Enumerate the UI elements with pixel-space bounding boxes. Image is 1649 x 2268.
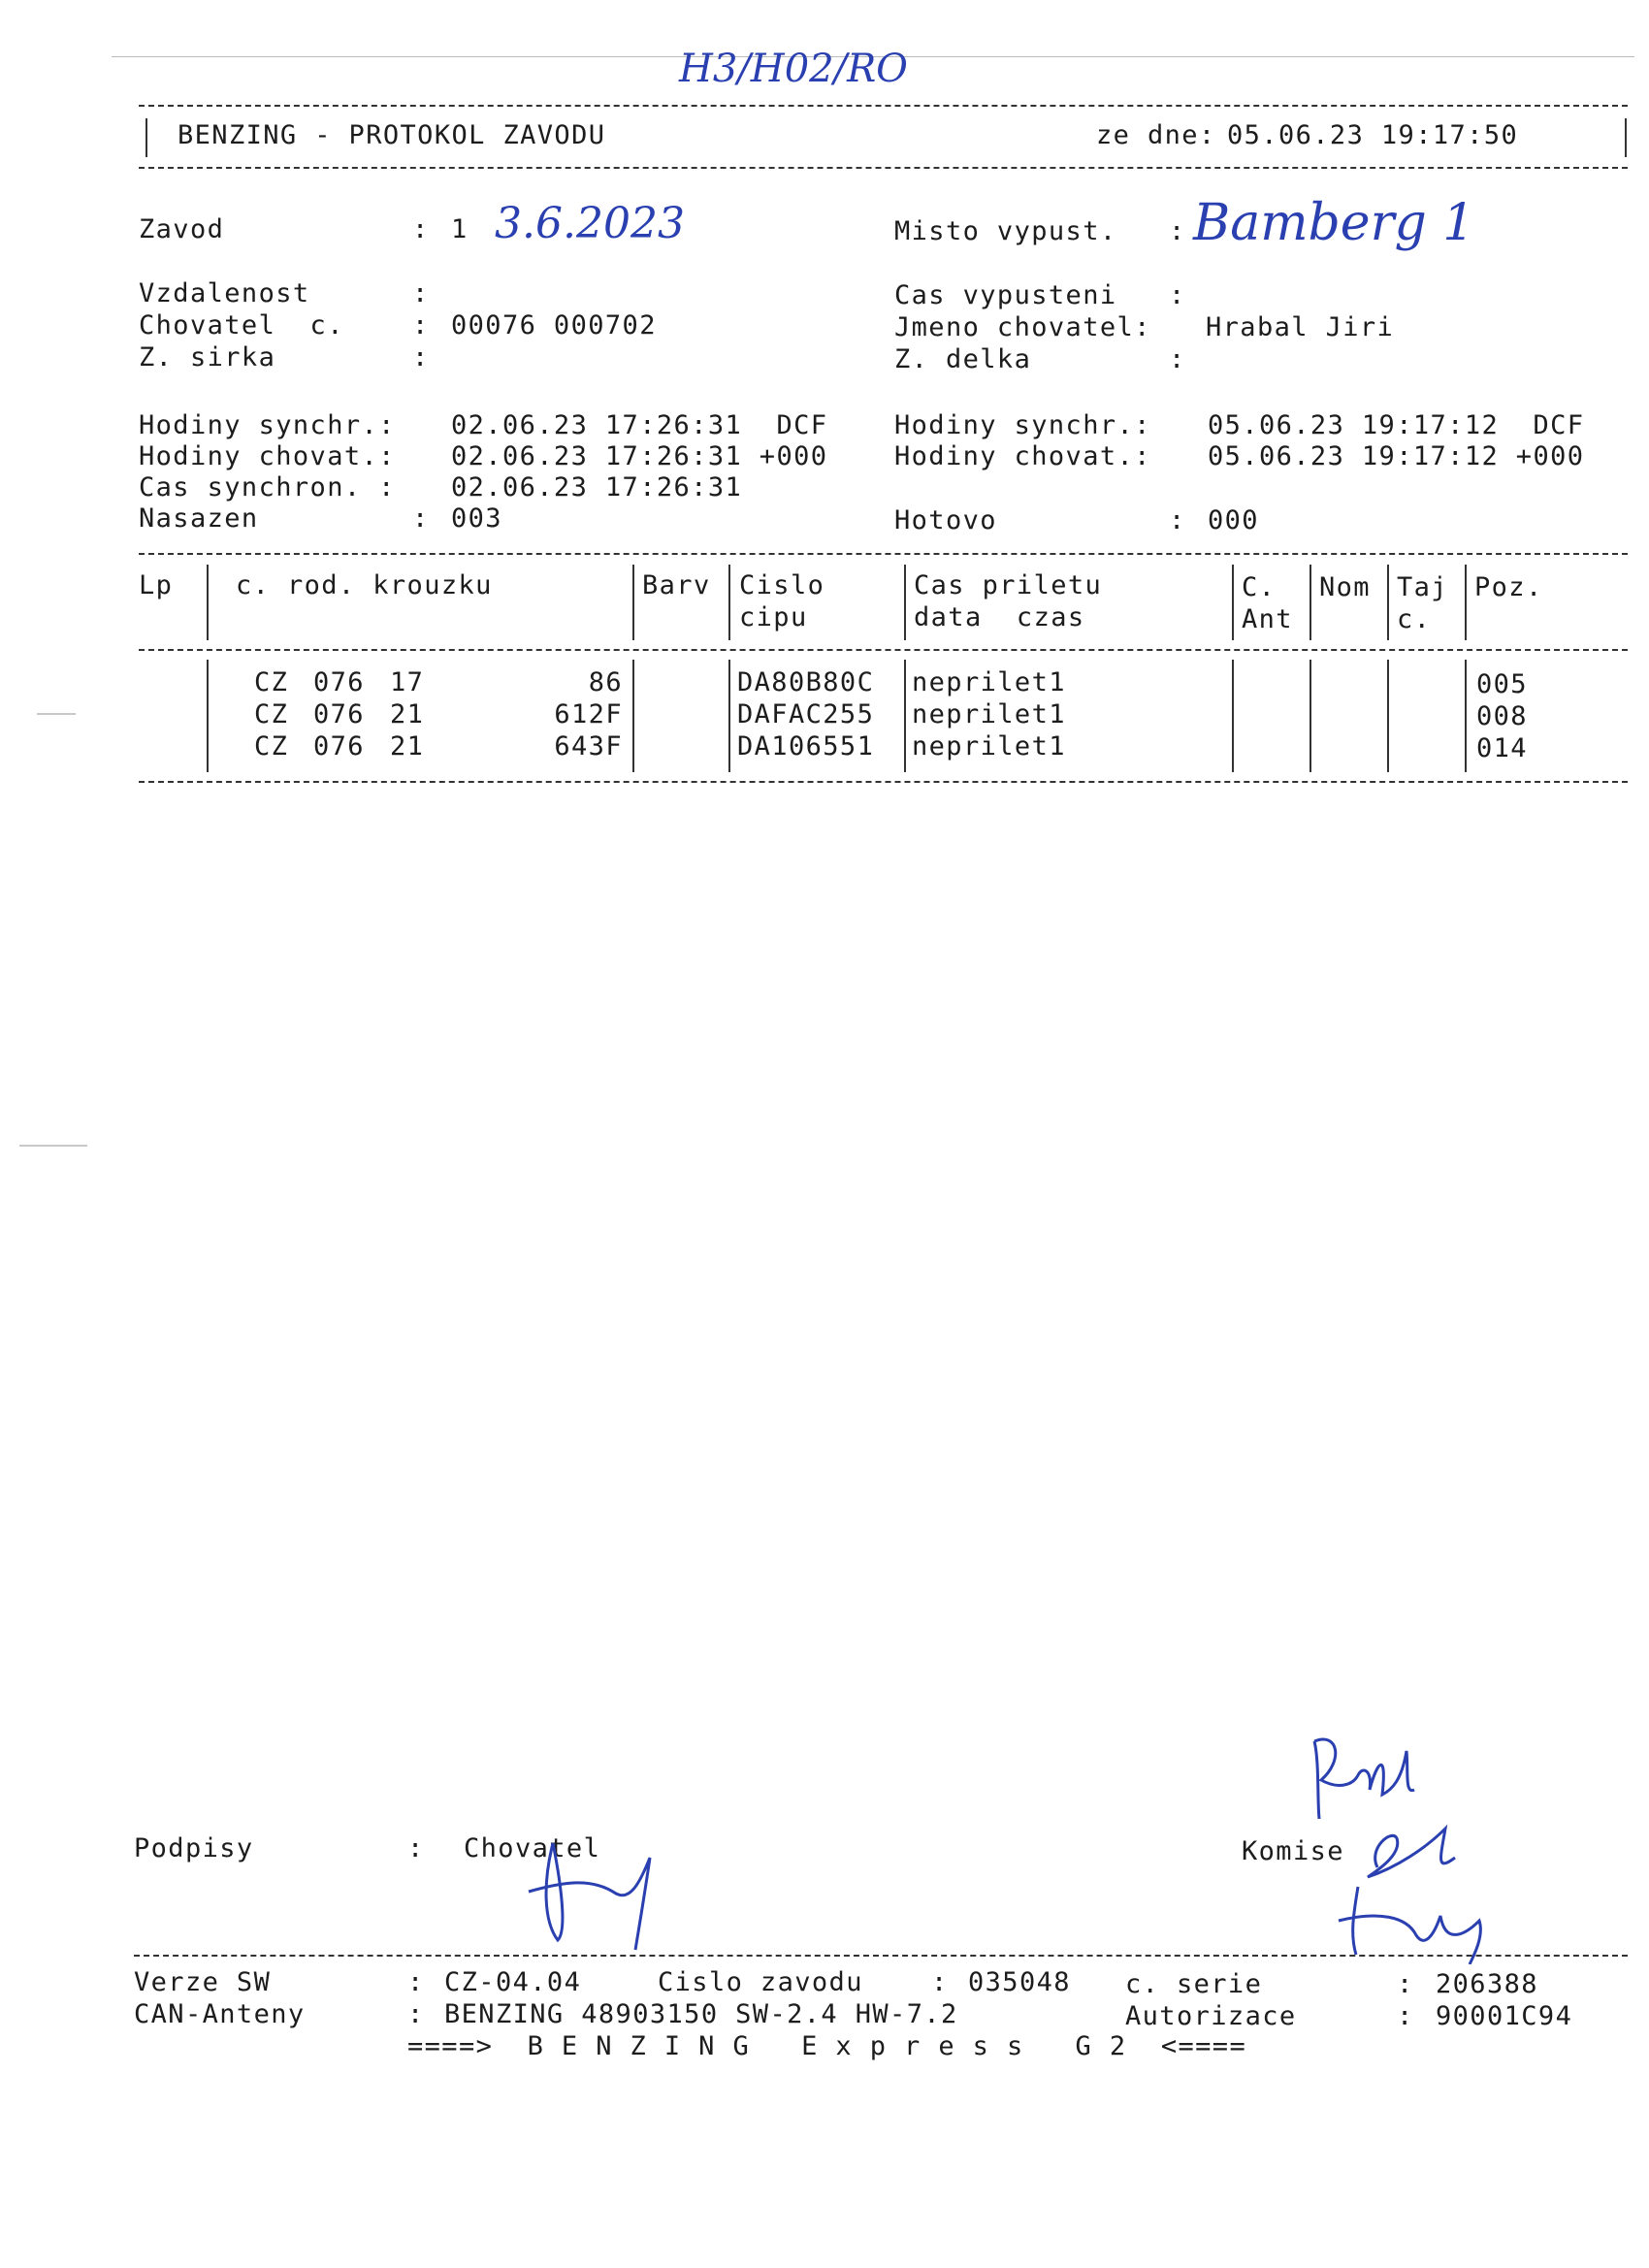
cell-poz: 005	[1476, 669, 1528, 699]
clock-synchr-label-right: Hodiny synchr.:	[894, 410, 1151, 440]
autorizace-value: 90001C94	[1436, 2001, 1573, 2031]
cell-arrival: neprilet1	[912, 667, 1066, 697]
col-sep	[1310, 565, 1311, 640]
th-cas-2: data czas	[914, 602, 1085, 632]
colon: :	[1397, 2001, 1414, 2031]
handwritten-release-place: Bamberg 1	[1193, 194, 1475, 252]
protocol-date-label: ze dne:	[1096, 120, 1216, 150]
th-nom: Nom	[1319, 572, 1371, 602]
cas-sync-label: Cas synchron. :	[139, 472, 396, 502]
colon: :	[1169, 280, 1186, 310]
cas-sync-value: 02.06.23 17:26:31	[451, 472, 743, 502]
cell-year: 21	[390, 731, 425, 761]
cell-arrival: neprilet1	[912, 731, 1066, 761]
header-right-bar	[1625, 118, 1627, 157]
col-sep	[904, 565, 906, 640]
header-top-border	[139, 105, 1628, 107]
cislo-zavodu-value: 035048	[968, 1967, 1071, 1997]
col-sep	[1465, 660, 1467, 772]
cell-org: 076	[313, 731, 365, 761]
clock-chovat-label-left: Hodiny chovat.:	[139, 441, 396, 471]
colon: :	[412, 503, 430, 534]
clock-chovat-value-left: 02.06.23 17:26:31 +000	[451, 441, 828, 471]
th-barva: Barv	[642, 570, 711, 600]
chovatel-label: Chovatel c.	[139, 310, 344, 340]
cislo-zavodu-label: Cislo zavodu	[658, 1967, 863, 1997]
clock-chovat-value-right: 05.06.23 19:17:12 +000	[1208, 441, 1585, 471]
cell-ring-number: 612F	[554, 699, 623, 729]
colon: :	[412, 214, 430, 244]
col-sep	[1232, 565, 1234, 640]
th-cislo-2: cipu	[739, 602, 808, 632]
hotovo-label: Hotovo	[894, 505, 997, 535]
header-bottom-border	[139, 167, 1628, 169]
colon: :	[931, 1967, 949, 1997]
th-ant-2: Ant	[1242, 604, 1293, 634]
col-sep	[632, 660, 634, 772]
cell-year: 17	[390, 667, 425, 697]
vzdalenost-label: Vzdalenost	[139, 278, 310, 308]
protocol-date: 05.06.23 19:17:50	[1227, 120, 1519, 150]
clock-synchr-value-left: 02.06.23 17:26:31 DCF	[451, 410, 828, 440]
footer-separator	[134, 1955, 1628, 1957]
scan-mark	[19, 1145, 87, 1147]
colon: :	[1169, 505, 1186, 535]
col-sep	[1465, 565, 1467, 640]
th-lp: Lp	[139, 570, 174, 600]
delka-label: Z. delka	[894, 344, 1032, 374]
sirka-label: Z. sirka	[139, 342, 276, 373]
th-cas-1: Cas priletu	[914, 570, 1103, 600]
commission-signatures	[1300, 1712, 1523, 1964]
cell-country: CZ	[254, 667, 289, 697]
protocol-title: BENZING - PROTOKOL ZAVODU	[178, 120, 606, 150]
th-taj-1: Taj	[1397, 572, 1448, 602]
col-sep	[728, 660, 730, 772]
colon: :	[412, 278, 430, 308]
colon: :	[412, 310, 430, 340]
handwritten-top-code: H3/H02/RO	[679, 47, 908, 91]
th-poz: Poz.	[1474, 572, 1543, 602]
table-bottom-border	[139, 781, 1628, 783]
cell-chip: DAFAC255	[737, 699, 875, 729]
nasazen-label: Nasazen	[139, 503, 259, 534]
th-ant-1: C.	[1242, 572, 1277, 602]
colon: :	[1397, 1969, 1414, 1999]
clock-synchr-label-left: Hodiny synchr.:	[139, 410, 396, 440]
table-top-border	[139, 553, 1628, 555]
cell-org: 076	[313, 667, 365, 697]
cell-poz: 008	[1476, 701, 1528, 731]
cell-year: 21	[390, 699, 425, 729]
header-left-bar	[146, 118, 147, 157]
cell-country: CZ	[254, 731, 289, 761]
cell-arrival: neprilet1	[912, 699, 1066, 729]
scan-mark	[37, 713, 76, 715]
col-sep	[904, 660, 906, 772]
colon: :	[407, 1833, 425, 1863]
th-krouzek: c. rod. krouzku	[236, 570, 493, 600]
colon: :	[407, 1999, 425, 2029]
chovatel-value: 00076 000702	[451, 310, 657, 340]
colon: :	[412, 342, 430, 373]
col-sep	[207, 565, 209, 640]
table-header-bottom-border	[139, 649, 1628, 651]
handwritten-race-date: 3.6.2023	[495, 199, 685, 248]
misto-label: Misto vypust.	[894, 216, 1117, 246]
hotovo-value: 000	[1208, 505, 1259, 535]
colon: :	[1169, 344, 1186, 374]
zavod-value: 1	[451, 214, 469, 244]
col-sep	[728, 565, 730, 640]
antenna-value: BENZING 48903150 SW-2.4 HW-7.2	[444, 1999, 958, 2029]
breeder-signature	[524, 1824, 679, 1960]
col-sep	[632, 565, 634, 640]
clock-synchr-value-right: 05.06.23 19:17:12 DCF	[1208, 410, 1585, 440]
cell-ring-number: 86	[588, 667, 623, 697]
col-sep	[1387, 565, 1389, 640]
brand-line: ====> B E N Z I N G E x p r e s s G 2 <====	[407, 2031, 1247, 2061]
cas-vypusteni-label: Cas vypusteni	[894, 280, 1117, 310]
cell-ring-number: 643F	[554, 731, 623, 761]
cell-country: CZ	[254, 699, 289, 729]
col-sep	[1232, 660, 1234, 772]
nasazen-value: 003	[451, 503, 502, 534]
autorizace-label: Autorizace	[1125, 2001, 1297, 2031]
jmeno-label: Jmeno chovatel:	[894, 312, 1151, 342]
antenna-label: CAN-Anteny	[134, 1999, 306, 2029]
podpisy-label: Podpisy	[134, 1833, 254, 1863]
col-sep	[207, 660, 209, 772]
colon: :	[407, 1967, 425, 1997]
cell-chip: DA106551	[737, 731, 875, 761]
cell-poz: 014	[1476, 733, 1528, 763]
col-sep	[1387, 660, 1389, 772]
komise-sign-label: Komise	[1242, 1836, 1344, 1866]
serie-label: c. serie	[1125, 1969, 1263, 1999]
cell-chip: DA80B80C	[737, 667, 875, 697]
serie-value: 206388	[1436, 1969, 1538, 1999]
th-cislo-1: Cislo	[739, 570, 825, 600]
chovatel-sign-label: Chovatel	[464, 1833, 601, 1863]
clock-chovat-label-right: Hodiny chovat.:	[894, 441, 1151, 471]
colon: :	[1169, 216, 1186, 246]
verze-value: CZ-04.04	[444, 1967, 582, 1997]
zavod-label: Zavod	[139, 214, 225, 244]
col-sep	[1310, 660, 1311, 772]
jmeno-value: Hrabal Jiri	[1206, 312, 1395, 342]
th-taj-2: c.	[1397, 604, 1432, 634]
verze-label: Verze SW	[134, 1967, 272, 1997]
cell-org: 076	[313, 699, 365, 729]
